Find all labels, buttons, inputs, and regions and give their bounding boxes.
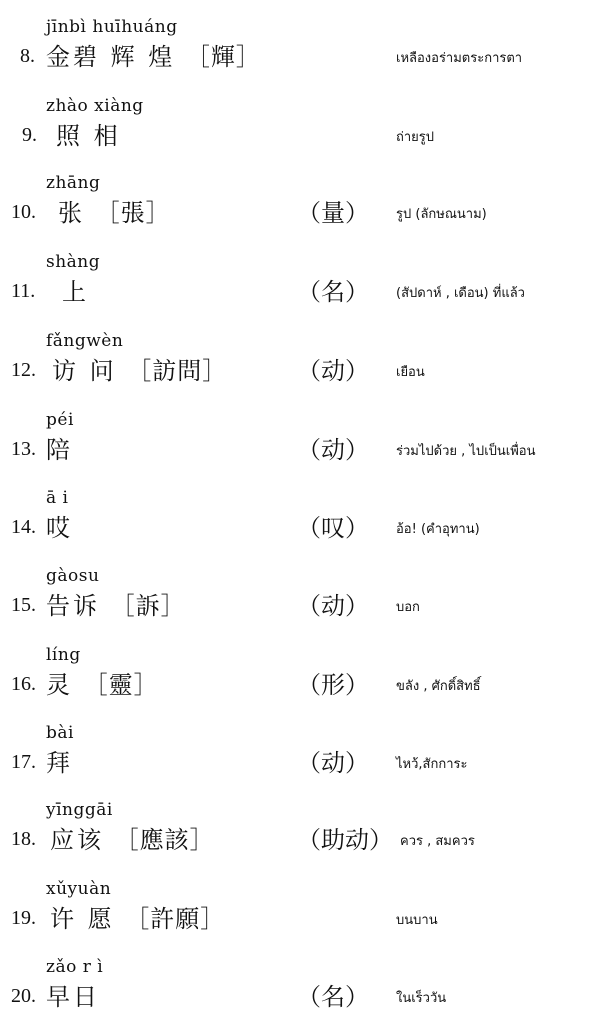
thai-meaning: เยือน xyxy=(396,365,425,380)
entry-number: 11. xyxy=(11,280,36,302)
pinyin: zhāng xyxy=(46,173,101,193)
vocab-entry-8 xyxy=(0,17,594,95)
thai-meaning: ถ่ายรูป xyxy=(396,130,435,145)
pinyin: xǔyuàn xyxy=(46,879,112,899)
thai-meaning: เหลืองอร่ามตระการตา xyxy=(396,51,523,66)
chinese-word xyxy=(56,116,121,151)
thai-meaning: อ้อ! (คำอุทาน) xyxy=(396,522,480,537)
part-of-speech: （动） xyxy=(297,592,369,620)
traditional-form: ［訴］ xyxy=(110,592,186,620)
pinyin: fǎngwèn xyxy=(46,331,124,351)
part-of-speech: （动） xyxy=(297,436,369,464)
simplified-form: 应该 xyxy=(50,826,104,854)
part-of-speech: （名） xyxy=(297,983,369,1011)
chinese-word xyxy=(46,665,159,700)
simplified-form: 张 xyxy=(58,199,85,227)
vocab-entry-16 xyxy=(0,645,594,723)
part-of-speech: （量） xyxy=(297,199,369,227)
part-of-speech: （动） xyxy=(297,749,369,777)
pinyin: jīnbì huīhuáng xyxy=(46,17,178,37)
vocab-entry-11 xyxy=(0,252,594,330)
entry-number: 19. xyxy=(11,907,36,929)
traditional-form: ［許願］ xyxy=(125,905,226,933)
simplified-form: 灵 xyxy=(46,671,73,699)
entry-number: 13. xyxy=(11,438,36,460)
entry-number: 20. xyxy=(11,985,36,1007)
entry-number: 10. xyxy=(11,201,36,223)
pinyin: zǎo r ì xyxy=(46,957,104,977)
part-of-speech: （形） xyxy=(297,671,369,699)
thai-meaning: ควร , สมควร xyxy=(400,834,475,849)
entry-number: 16. xyxy=(11,673,36,695)
part-of-speech: （助动） xyxy=(297,826,393,854)
chinese-word xyxy=(46,37,261,72)
simplified-form: 拜 xyxy=(46,749,73,777)
vocab-entry-20 xyxy=(0,957,594,1035)
chinese-word xyxy=(46,586,186,621)
traditional-form: ［訪問］ xyxy=(127,357,228,385)
chinese-word xyxy=(46,430,73,465)
pinyin: gàosu xyxy=(46,566,100,586)
chinese-word xyxy=(62,272,89,307)
thai-meaning: รูป (ลักษณนาม) xyxy=(396,207,487,222)
chinese-word xyxy=(52,351,227,386)
part-of-speech: （动） xyxy=(297,357,369,385)
thai-meaning: ขลัง , ศักดิ์สิทธิ์ xyxy=(396,679,481,694)
traditional-form: ［應該］ xyxy=(114,826,215,854)
thai-meaning: บนบาน xyxy=(396,913,438,928)
traditional-form: ［輝］ xyxy=(185,43,261,71)
thai-meaning: บอก xyxy=(396,600,420,615)
part-of-speech: （叹） xyxy=(297,514,369,542)
pinyin: yīnggāi xyxy=(46,800,113,820)
entry-number: 17. xyxy=(11,751,36,773)
chinese-word xyxy=(50,899,225,934)
chinese-word xyxy=(46,977,100,1012)
chinese-word xyxy=(46,508,73,543)
chinese-word xyxy=(50,820,215,855)
vocab-entry-18 xyxy=(0,800,594,878)
pinyin: péi xyxy=(46,410,74,430)
vocab-entry-13 xyxy=(0,410,594,488)
simplified-form: 陪 xyxy=(46,436,73,464)
thai-meaning: ร่วมไปด้วย , ไปเป็นเพื่อน xyxy=(396,444,536,459)
vocab-entry-15 xyxy=(0,566,594,644)
pinyin: bài xyxy=(46,723,74,743)
traditional-form: ［張］ xyxy=(95,199,171,227)
simplified-form: 哎 xyxy=(46,514,73,542)
simplified-form: 访 问 xyxy=(52,357,117,385)
vocab-entry-10 xyxy=(0,173,594,251)
simplified-form: 上 xyxy=(62,278,89,306)
pinyin: ā i xyxy=(46,488,69,508)
entry-number: 15. xyxy=(11,594,36,616)
simplified-form: 照 相 xyxy=(56,122,121,150)
pinyin: shàng xyxy=(46,252,101,272)
pinyin: líng xyxy=(46,645,81,665)
vocab-entry-9 xyxy=(0,96,594,174)
chinese-word xyxy=(58,193,171,228)
thai-meaning: ไหว้,สักการะ xyxy=(396,757,468,772)
entry-number: 8. xyxy=(20,45,35,67)
vocab-entry-14 xyxy=(0,488,594,566)
thai-meaning: (สัปดาห์ , เดือน) ที่แล้ว xyxy=(396,286,525,301)
vocab-entry-19 xyxy=(0,879,594,957)
pinyin: zhào xiàng xyxy=(46,96,144,116)
simplified-form: 金碧 辉 煌 xyxy=(46,43,176,71)
traditional-form: ［靈］ xyxy=(83,671,159,699)
vocab-entry-12 xyxy=(0,331,594,409)
entry-number: 9. xyxy=(22,124,37,146)
simplified-form: 许 愿 xyxy=(50,905,115,933)
thai-meaning: ในเร็ววัน xyxy=(396,991,447,1006)
simplified-form: 早日 xyxy=(46,983,100,1011)
simplified-form: 告诉 xyxy=(46,592,100,620)
vocab-entry-17 xyxy=(0,723,594,801)
entry-number: 14. xyxy=(11,516,36,538)
part-of-speech: （名） xyxy=(297,278,369,306)
entry-number: 12. xyxy=(11,359,36,381)
chinese-word xyxy=(46,743,73,778)
entry-number: 18. xyxy=(11,828,36,850)
